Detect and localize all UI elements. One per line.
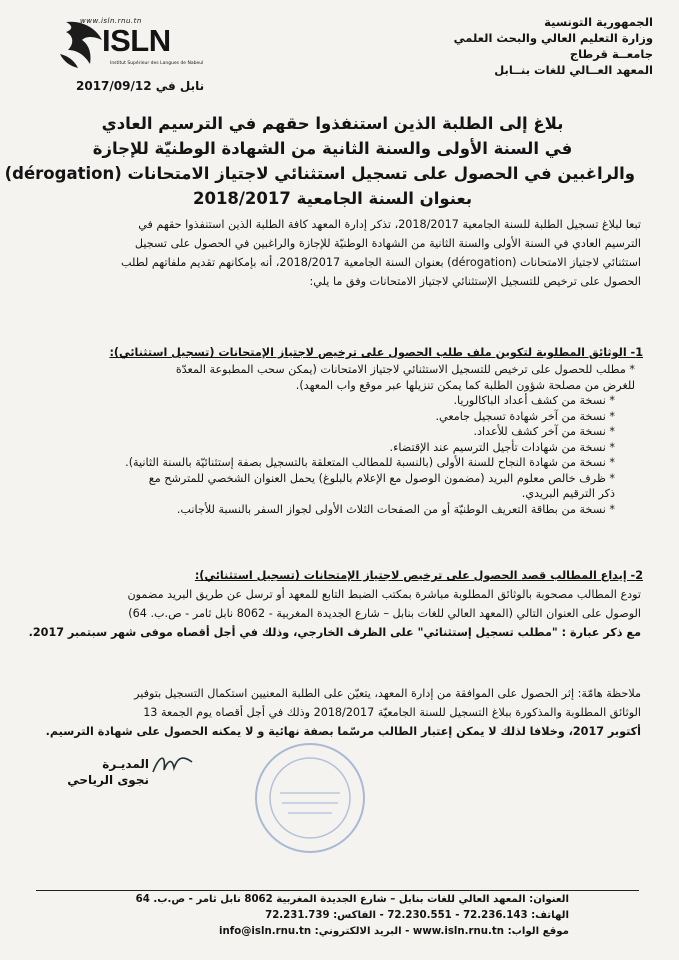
intro-paragraph: [44, 215, 641, 291]
list-item: * نسخة من بطاقة التعريف الوطنيّة أو من الصفحات الثلاث الأولى لجواز السفر بالنسبة للأجانب.: [176, 502, 615, 516]
list-item: للغرض من مصلحة شؤون الطلبة كما يمكن تنزيلها عبر موقع واب المعهد).: [295, 378, 635, 392]
intro-line: الترسيم العادي في السنة الأولى والسنة الثانية من الشهادة الوطنيّة للإجازة والراغبين في الحصول على تسجيل: [134, 237, 641, 250]
letterhead-line: وزارة التعليم العالي والبحث العلمي: [453, 31, 653, 45]
footer-divider: [36, 890, 639, 891]
letterhead-line: المعهد العــالي للغات بنــابل: [494, 63, 653, 77]
intro-line: الحصول على ترخيص للتسجيل الإستثنائي لاجتياز الامتحانات وفق ما يلي:: [309, 275, 641, 288]
logo-url: www.isln.rnu.tn: [80, 17, 142, 25]
section-1-heading: 1- الوثائق المطلوبة لتكوين ملف طلب الحصول على ترخيص لاجتياز الإمتحانات (تسجيل استثنائي):: [109, 346, 643, 359]
list-item: * نسخة من كشف أعداد الباكالوريا.: [453, 394, 615, 407]
section-2-heading-wrap: [44, 566, 643, 585]
list-item: * نسخة من شهادة النجاح للسنة الأولى (بالنسبة للمطالب المتعلقة بالتسجيل بصفة إستثنائيّة بالسنة الثانية).: [125, 456, 615, 469]
intro-line: استثنائي لاجتياز الامتحانات (dérogation) بعنوان السنة الجامعية 2018/2017، أنه بإمكانهم تقديم ملفاتهم لطلب: [121, 256, 641, 269]
title-line: بعنوان السنة الجامعية 2018/2017: [192, 189, 473, 208]
footer-web: موقع الواب: www.isln.rnu.tn - البريد الالكتروني: info@isln.rnu.tn: [219, 926, 569, 937]
section-2-heading: 2- إيداع المطالب قصد الحصول على ترخيص لاجتياز الإمتحانات (تسجيل استثنائي):: [194, 569, 643, 582]
section-2-line: تودع المطالب مصحوبة بالوثائق المطلوبة مباشرة بمكتب الضبط التابع للمعهد أو ترسل عن طريق البريد مضمون: [127, 588, 641, 601]
letterhead-line: الجمهورية التونسية: [544, 15, 653, 29]
letterhead-line: جامعــة قرطاج: [569, 47, 653, 61]
list-item: * نسخة من شهادات تأجيل الترسيم عند الإقتضاء.: [389, 440, 615, 454]
title-line: والراغبين في الحصول على تسجيل استثنائي لاجتياز الامتحانات (dérogation): [4, 164, 635, 183]
note-line: ملاحظة هامّة: إثر الحصول على الموافقة من إدارة المعهد، يتعيّن على الطلبة المعنيين استكمال التسجيل بتوفير: [134, 687, 641, 700]
note-line: الوثائق المطلوبة والمذكورة ببلاغ التسجيل للسنة الجامعيّة 2018/2017 وذلك في أجل أقصاه يوم الجمعة 13: [143, 706, 641, 719]
section-2-paragraph: [28, 585, 641, 642]
logo-wordmark: ISLN: [102, 23, 171, 58]
section-2-line: الوصول على العنوان التالي (المعهد العالي للغات بنابل – شارع الجديدة المغربية - 8062 نابل ثامر - ص.ب. 64): [128, 607, 641, 620]
logo-subtext: Institut Supérieur des Langues de Nabeul: [110, 61, 204, 66]
institute-logo: [52, 14, 212, 76]
letterhead: [423, 14, 653, 78]
footer-address: العنوان: المعهد العالي للغات بنابل – شارع الجديدة المغربية 8062 نابل ثامر - ص.ب. 64: [135, 894, 569, 905]
list-item: ذكر الترقيم البريدي.: [521, 487, 615, 500]
document-date: نابل في 2017/09/12: [76, 79, 205, 93]
announcement-title: [4, 111, 635, 211]
section-2-line: مع ذكر عبارة : "مطلب تسجيل إستثنائي" على الظرف الخارجي، وذلك في أجل أقصاه موفى شهر سبتمبر 2017.: [28, 626, 641, 639]
title-line: في السنة الأولى والسنة الثانية من الشهادة الوطنيّة للإجازة: [92, 139, 573, 158]
signature-name: نجوى الرياحي: [67, 773, 149, 787]
list-item: * نسخة من آخر كشف للأعداد.: [473, 425, 615, 438]
list-item: * نسخة من آخر شهادة تسجيل جامعي.: [435, 409, 615, 423]
section-1-heading-wrap: [44, 343, 643, 362]
note-line: أكتوبر 2017، وخلافا لذلك لا يمكن إعتبار الطالب مرسّما بصفة نهائية و لا يمكنه الحصول على شهادة الترسيم.: [45, 725, 641, 738]
footer-contact: [90, 892, 569, 940]
official-stamp-icon: [250, 738, 370, 858]
signature-role: المديـرة: [102, 757, 149, 771]
title-line: بلاغ إلى الطلبة الذين استنفذوا حقهم في الترسيم العادي: [101, 114, 564, 133]
intro-line: تبعا لبلاغ تسجيل الطلبة للسنة الجامعية 2018/2017، تذكر إدارة المعهد كافة الطلبة الذين استنفذوا حقهم في: [138, 218, 641, 231]
list-item: * ظرف خالص معلوم البريد (مضمون الوصول مع الإعلام بالبلوغ) يحمل العنوان الشخصي للمترشح مع: [148, 471, 615, 485]
section-1-list: [60, 362, 635, 517]
note-paragraph: [44, 684, 641, 741]
signature-block: [39, 757, 149, 787]
handwritten-signature-icon: [150, 750, 195, 780]
footer-phone: الهاتف: 72.236.143 - 72.230.551 - الفاكس: 72.231.739: [265, 910, 569, 921]
list-item: * مطلب للحصول على ترخيص للتسجيل الاستثنائي لاجتياز الامتحانات (يمكن سحب المطبوعة المعدّة: [175, 363, 635, 376]
